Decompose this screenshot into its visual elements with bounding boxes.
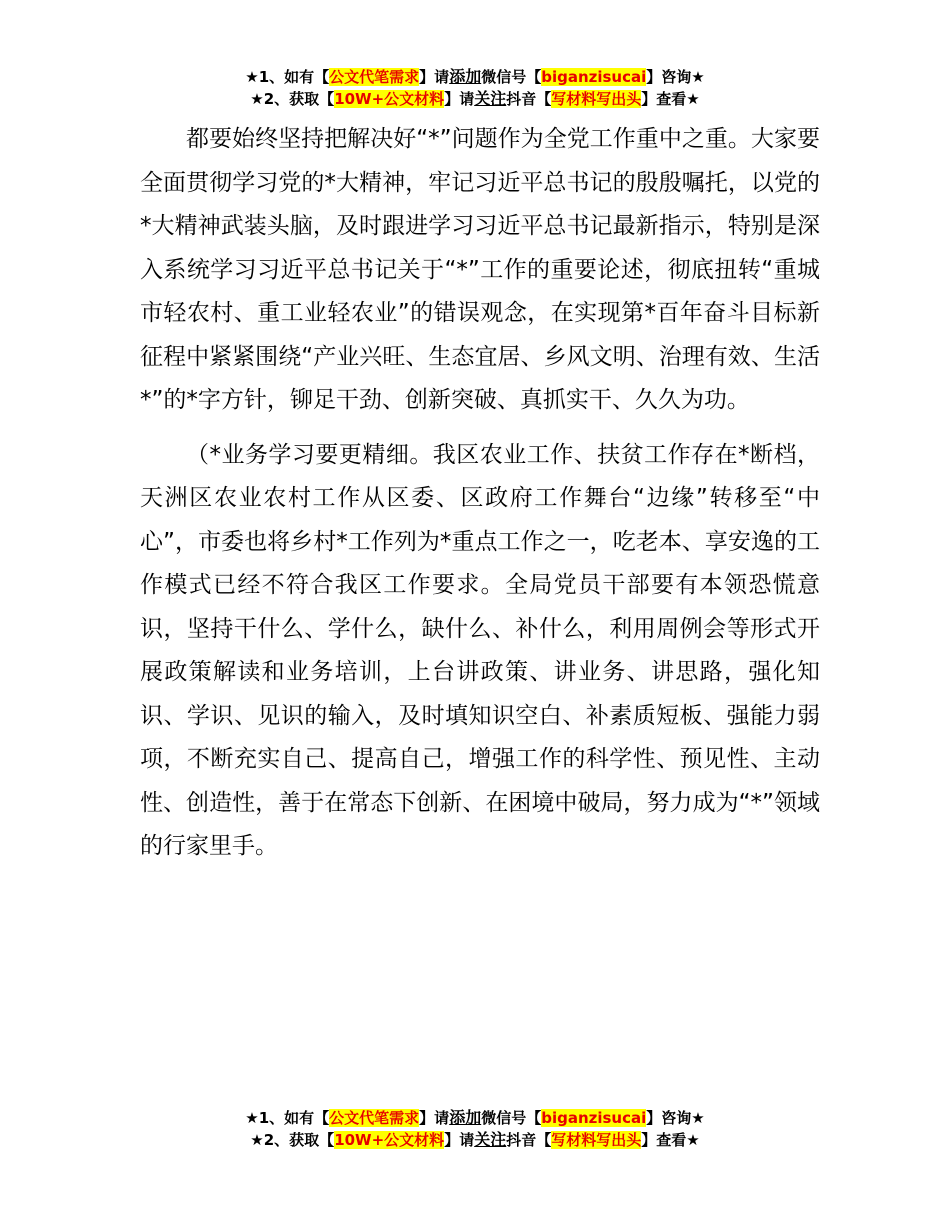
footer-line-2-underline: 关注 [474,1130,507,1149]
footer-line-2-mid: 】请 [444,1131,475,1149]
header-line-2 [0,88,950,110]
header-line-2-underline: 关注 [474,89,507,108]
header-line-2-prefix: ★2、获取【 [250,90,335,108]
header-line-2-mid2: 抖音【 [506,90,552,108]
footer-line-1-mid: 】请 [419,1109,450,1127]
footer-line-1 [0,1107,950,1129]
paragraph-2: （*业务学习要更精细。我区农业工作、扶贫工作存在*断档，天洲区农业农村工作从区委、区政府工作舞台“边缘”转移至“中心”，市委也将乡村*工作列为*重点工作之一，吃老本、享安逸的工作模式已经不符合我区工作要求。全局党员干部要有本领恐慌意识，坚持干什么、学什么，缺什么、补什么，利用周例会等形式开展政策解读和业务培训，上台讲政策、讲业务、讲思路，强化知识、学识、见识的输入，及时填知识空白、补素质短板、强能力弱项，不断充实自己、提高自己，增强工作的科学性、预见性、主动性、创造性，善于在常态下创新、在困境中破局，努力成为“*”领域的行家里手。 [140,441,820,859]
footer-line-2-mid2: 抖音【 [506,1131,552,1149]
header-line-1-prefix: ★1、如有【 [245,68,330,86]
footer-line-1-highlight-service: 公文代笔需求 [329,1109,420,1127]
header-line-1-mid2: 微信号【 [481,68,542,86]
footer-line-2-suffix: 】查看★ [641,1131,700,1149]
header-line-1-highlight-wechat: biganzisucai [541,68,647,86]
footer-line-2-highlight-materials: 10W+公文材料 [334,1131,445,1149]
footer-banner [0,1107,950,1151]
header-banner [0,66,950,110]
header-line-2-highlight-douyin: 写材料写出头 [551,90,642,108]
header-line-1-highlight-service: 公文代笔需求 [329,68,420,86]
header-line-1-mid: 】请 [419,68,450,86]
paragraph-1: 都要始终坚持把解决好“*”问题作为全党工作重中之重。大家要全面贯彻学习党的*大精神，牢记习近平总书记的殷殷嘱托，以党的*大精神武装头脑，及时跟进学习习近平总书记最新指示，特别是深入系统学习习近平总书记关于“*”工作的重要论述，彻底扭转“重城市轻农村、重工业轻农业”的错误观念，在实现第*百年奋斗目标新征程中紧紧围绕“产业兴旺、生态宜居、乡风文明、治理有效、生活*”的*字方针，铆足干劲、创新突破、真抓实干、久久为功。 [140,126,820,413]
footer-line-1-highlight-wechat: biganzisucai [541,1109,647,1127]
footer-line-1-underline: 添加 [449,1108,482,1127]
footer-line-1-mid2: 微信号【 [481,1109,542,1127]
footer-line-1-prefix: ★1、如有【 [245,1109,330,1127]
header-line-2-highlight-materials: 10W+公文材料 [334,90,445,108]
footer-line-2-highlight-douyin: 写材料写出头 [551,1131,642,1149]
header-line-2-mid: 】请 [444,90,475,108]
document-body [140,118,820,869]
header-line-1-underline: 添加 [449,67,482,86]
header-line-2-suffix: 】查看★ [641,90,700,108]
footer-line-2-prefix: ★2、获取【 [250,1131,335,1149]
footer-line-1-suffix: 】咨询★ [646,1109,705,1127]
footer-line-2 [0,1129,950,1151]
header-line-1 [0,66,950,88]
header-line-1-suffix: 】咨询★ [646,68,705,86]
